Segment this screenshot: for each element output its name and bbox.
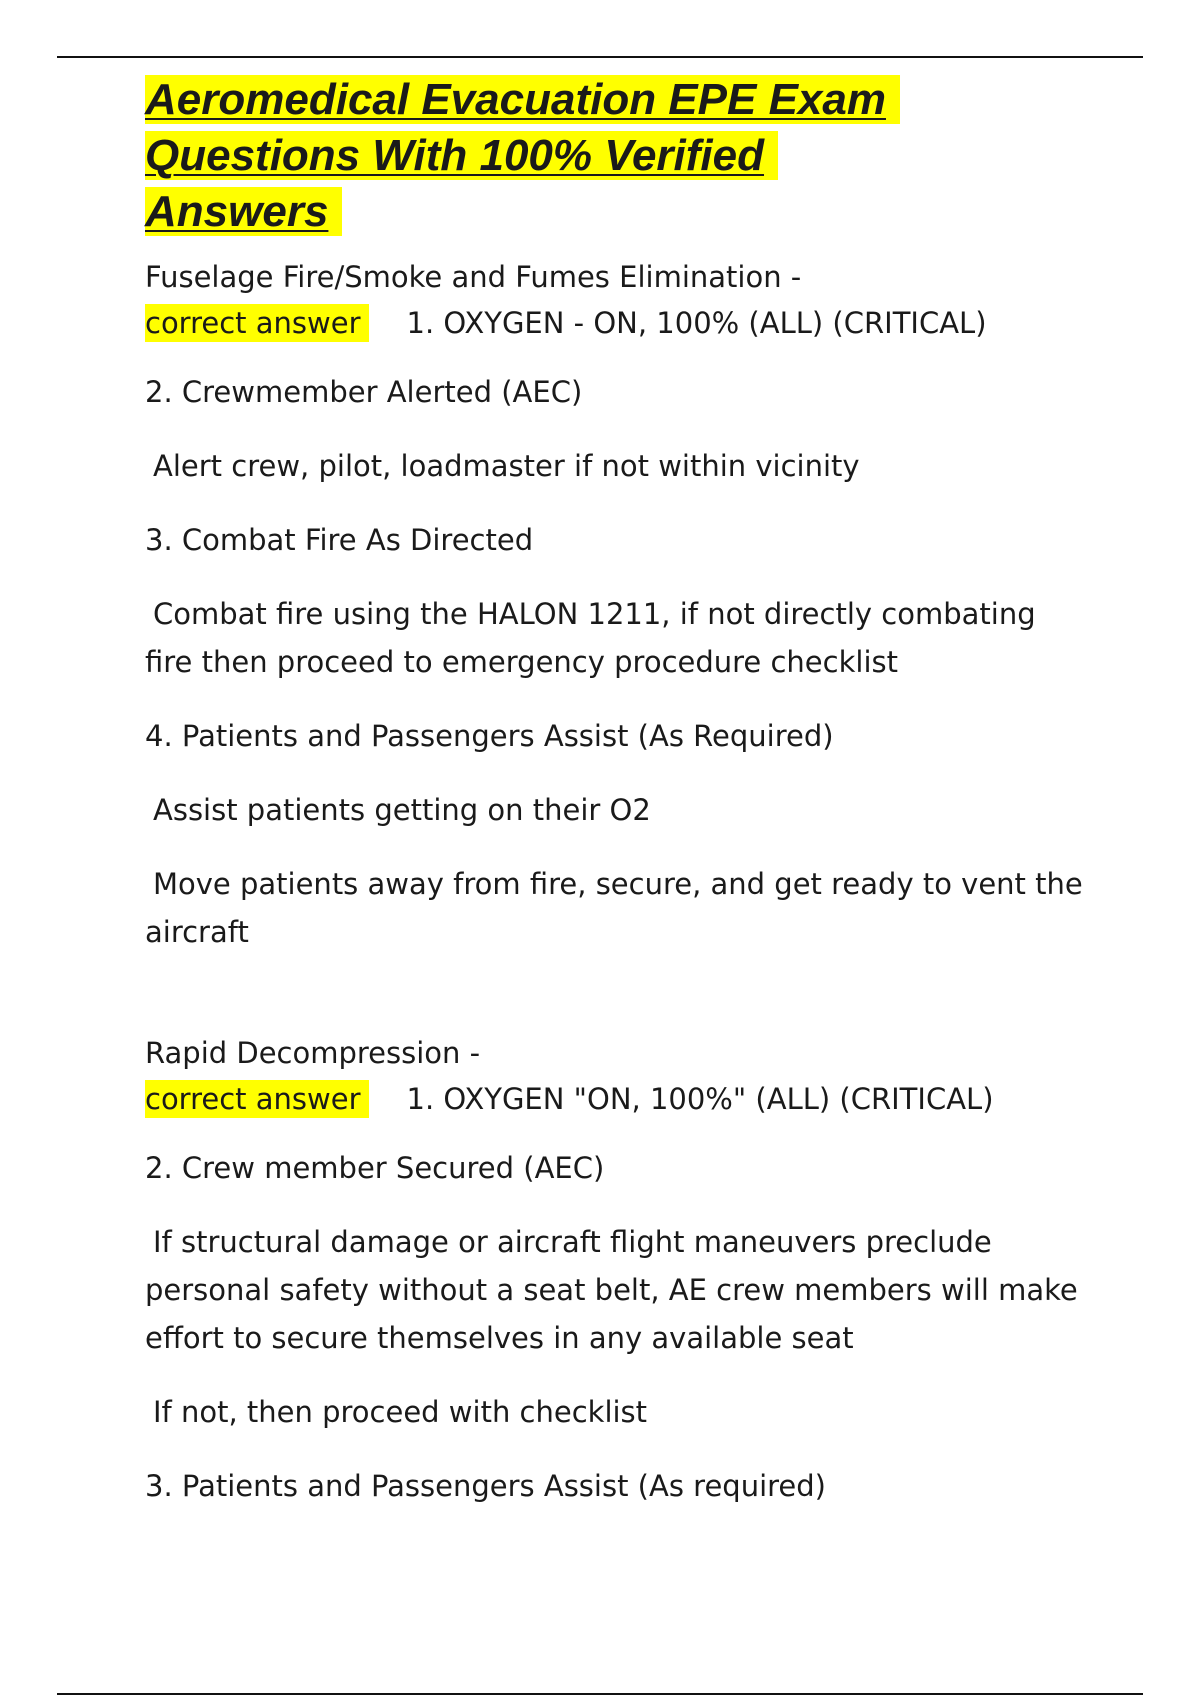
- question-text: Fuselage Fire/Smoke and Fumes Elimination -: [145, 260, 802, 294]
- answer-line: [145, 1080, 1085, 1118]
- title-line: Questions With 100% Verified: [145, 131, 778, 180]
- question-text: Rapid Decompression -: [145, 1036, 481, 1070]
- answer-step: 3. Patients and Passengers Assist (As required): [145, 1469, 826, 1503]
- answer-detail: If not, then proceed with checklist: [153, 1395, 648, 1429]
- correct-answer-tag: correct answer: [145, 304, 369, 342]
- answer-detail: Combat fire using the HALON 1211, if not directly combating fire then proceed to emergency procedure checklist: [145, 597, 1036, 679]
- qa-section-fuselage-fire: [145, 258, 1085, 956]
- title-line: Answers: [145, 187, 342, 236]
- top-rule: [57, 56, 1143, 58]
- qa-section-rapid-decompression: [145, 1034, 1085, 1510]
- correct-answer-tag: correct answer: [145, 1080, 369, 1118]
- document-title: [145, 72, 1085, 240]
- answer-step: 1. OXYGEN "ON, 100%" (ALL) (CRITICAL): [406, 1082, 994, 1116]
- answer-detail: Alert crew, pilot, loadmaster if not within vicinity: [153, 449, 860, 483]
- answer-step: 4. Patients and Passengers Assist (As Required): [145, 719, 834, 753]
- answer-detail: If structural damage or aircraft flight maneuvers preclude personal safety without a seat belt, AE crew members will make effort to secure themselves in any available seat: [145, 1225, 1078, 1355]
- bottom-rule: [57, 1693, 1143, 1695]
- answer-detail: Move patients away from fire, secure, and get ready to vent the aircraft: [145, 867, 1083, 949]
- answer-step: 1. OXYGEN - ON, 100% (ALL) (CRITICAL): [406, 306, 987, 340]
- answer-line: [145, 304, 1085, 342]
- answer-step: 2. Crew member Secured (AEC): [145, 1151, 605, 1185]
- answer-step: 3. Combat Fire As Directed: [145, 523, 534, 557]
- answer-detail: Assist patients getting on their O2: [153, 793, 651, 827]
- section-spacer: [145, 956, 1085, 1016]
- title-line: Aeromedical Evacuation EPE Exam: [145, 75, 900, 124]
- document-body: [145, 72, 1085, 1510]
- answer-step: 2. Crewmember Alerted (AEC): [145, 375, 583, 409]
